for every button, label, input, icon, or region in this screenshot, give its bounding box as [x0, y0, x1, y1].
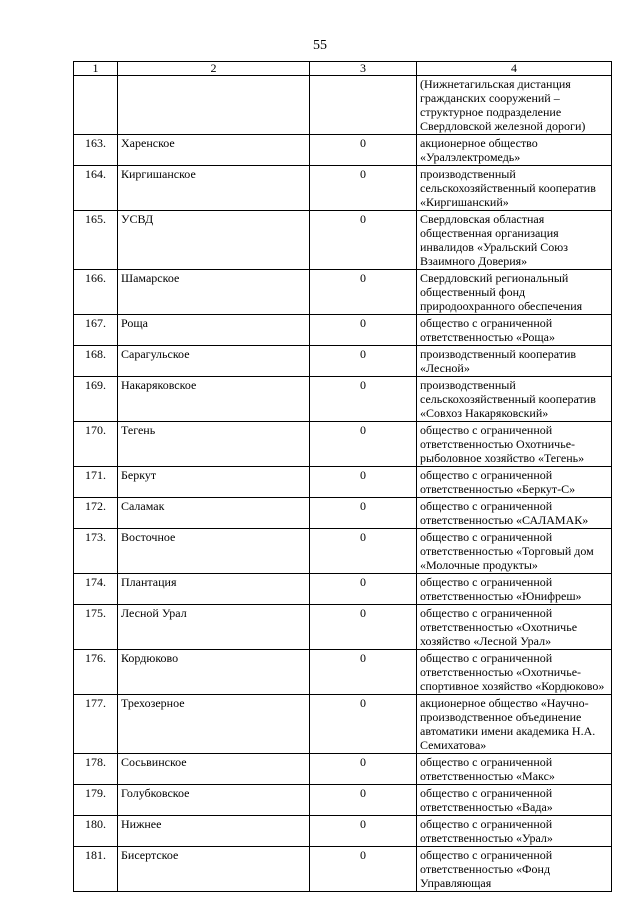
- value-cell: 0: [310, 816, 417, 847]
- value-cell: 0: [310, 422, 417, 467]
- table-row: [74, 695, 612, 754]
- row-number-cell: 172.: [74, 498, 118, 529]
- table-row: [74, 785, 612, 816]
- organization-cell: общество с ограниченной ответственностью «Торговый дом «Молочные продукты»: [417, 529, 612, 574]
- organization-cell: общество с ограниченной ответственностью Охотничье-рыболовное хозяйство «Тегень»: [417, 422, 612, 467]
- table-row: [74, 135, 612, 166]
- row-number-cell: 178.: [74, 754, 118, 785]
- value-cell: 0: [310, 529, 417, 574]
- row-number-cell: 163.: [74, 135, 118, 166]
- value-cell: 0: [310, 377, 417, 422]
- organization-cell: производственный сельскохозяйственный кооператив «Киргишанский»: [417, 166, 612, 211]
- row-number-cell: 174.: [74, 574, 118, 605]
- organization-cell: общество с ограниченной ответственностью «Роща»: [417, 315, 612, 346]
- organization-cell: общество с ограниченной ответственностью «Беркут-С»: [417, 467, 612, 498]
- value-cell: 0: [310, 315, 417, 346]
- table-row: [74, 315, 612, 346]
- hunting-ground-name-cell: УСВД: [118, 211, 310, 270]
- table-row: [74, 529, 612, 574]
- value-cell: 0: [310, 467, 417, 498]
- value-cell: 0: [310, 166, 417, 211]
- row-number-cell: 171.: [74, 467, 118, 498]
- hunting-ground-name-cell: Киргишанское: [118, 166, 310, 211]
- row-number-cell: 179.: [74, 785, 118, 816]
- value-cell: 0: [310, 650, 417, 695]
- organization-cell: Свердловский региональный общественный фонд природоохранного обеспечения: [417, 270, 612, 315]
- hunting-ground-name-cell: Лесной Урал: [118, 605, 310, 650]
- hunting-ground-name-cell: Голубковское: [118, 785, 310, 816]
- value-cell: 0: [310, 135, 417, 166]
- value-cell: 0: [310, 574, 417, 605]
- value-cell: 0: [310, 847, 417, 892]
- hunting-ground-name-cell: Тегень: [118, 422, 310, 467]
- row-number-cell: 177.: [74, 695, 118, 754]
- value-cell: 0: [310, 695, 417, 754]
- column-header-3: 3: [310, 62, 417, 76]
- hunting-ground-name-cell: [118, 76, 310, 135]
- hunting-ground-name-cell: Кордюково: [118, 650, 310, 695]
- organization-cell: общество с ограниченной ответственностью «Охотничье хозяйство «Лесной Урал»: [417, 605, 612, 650]
- hunting-ground-name-cell: Восточное: [118, 529, 310, 574]
- organization-cell: акционерное общество «Научно-производственное объединение автоматики имени академика Н.А. Семихатова»: [417, 695, 612, 754]
- row-number-cell: 165.: [74, 211, 118, 270]
- table-row: [74, 211, 612, 270]
- value-cell: 0: [310, 754, 417, 785]
- organization-cell: общество с ограниченной ответственностью «САЛАМАК»: [417, 498, 612, 529]
- hunting-ground-name-cell: Харенское: [118, 135, 310, 166]
- hunting-ground-name-cell: Шамарское: [118, 270, 310, 315]
- value-cell: 0: [310, 605, 417, 650]
- organization-cell: общество с ограниченной ответственностью «Фонд Управляющая: [417, 847, 612, 892]
- row-number-cell: 166.: [74, 270, 118, 315]
- hunting-ground-name-cell: Роща: [118, 315, 310, 346]
- organization-cell: производственный сельскохозяйственный кооператив «Совхоз Накаряковский»: [417, 377, 612, 422]
- table-row: [74, 166, 612, 211]
- table-row: [74, 574, 612, 605]
- organization-cell: общество с ограниченной ответственностью «Охотничье-спортивное хозяйство «Кордюково»: [417, 650, 612, 695]
- organization-cell: акционерное общество «Уралэлектромедь»: [417, 135, 612, 166]
- row-number-cell: 164.: [74, 166, 118, 211]
- row-number-cell: [74, 76, 118, 135]
- table-row: [74, 754, 612, 785]
- hunting-ground-name-cell: Сосьвинское: [118, 754, 310, 785]
- value-cell: 0: [310, 498, 417, 529]
- value-cell: 0: [310, 346, 417, 377]
- hunting-ground-name-cell: Плантация: [118, 574, 310, 605]
- table-row: [74, 270, 612, 315]
- table-row: [74, 76, 612, 135]
- hunting-ground-name-cell: Нижнее: [118, 816, 310, 847]
- hunting-ground-name-cell: Беркут: [118, 467, 310, 498]
- hunting-ground-name-cell: Накаряковское: [118, 377, 310, 422]
- value-cell: [310, 76, 417, 135]
- table-row: [74, 467, 612, 498]
- row-number-cell: 173.: [74, 529, 118, 574]
- row-number-cell: 168.: [74, 346, 118, 377]
- column-header-2: 2: [118, 62, 310, 76]
- organization-cell: (Нижнетагильская дистанция гражданских сооружений – структурное подразделение Свердловской железной дороги): [417, 76, 612, 135]
- row-number-cell: 169.: [74, 377, 118, 422]
- organization-cell: общество с ограниченной ответственностью «Вада»: [417, 785, 612, 816]
- table-row: [74, 847, 612, 892]
- row-number-cell: 175.: [74, 605, 118, 650]
- hunting-ground-name-cell: Трехозерное: [118, 695, 310, 754]
- organization-cell: общество с ограниченной ответственностью «Урал»: [417, 816, 612, 847]
- hunting-ground-name-cell: Бисертское: [118, 847, 310, 892]
- table-row: [74, 346, 612, 377]
- table-row: [74, 816, 612, 847]
- table-row: [74, 422, 612, 467]
- organization-cell: общество с ограниченной ответственностью «Макс»: [417, 754, 612, 785]
- hunting-ground-name-cell: Сарагульское: [118, 346, 310, 377]
- page-number: 55: [313, 38, 327, 53]
- row-number-cell: 170.: [74, 422, 118, 467]
- table-body: [74, 76, 612, 892]
- table-row: [74, 605, 612, 650]
- table-header-row: [74, 62, 612, 76]
- column-header-4: 4: [417, 62, 612, 76]
- registry-table: [73, 61, 612, 892]
- organization-cell: общество с ограниченной ответственностью «Юнифреш»: [417, 574, 612, 605]
- table-row: [74, 498, 612, 529]
- value-cell: 0: [310, 270, 417, 315]
- value-cell: 0: [310, 785, 417, 816]
- column-header-1: 1: [74, 62, 118, 76]
- row-number-cell: 176.: [74, 650, 118, 695]
- organization-cell: Свердловская областная общественная организация инвалидов «Уральский Союз Взаимного Доверия»: [417, 211, 612, 270]
- organization-cell: производственный кооператив «Лесной»: [417, 346, 612, 377]
- row-number-cell: 181.: [74, 847, 118, 892]
- value-cell: 0: [310, 211, 417, 270]
- table-row: [74, 377, 612, 422]
- hunting-ground-name-cell: Саламак: [118, 498, 310, 529]
- table-row: [74, 650, 612, 695]
- row-number-cell: 167.: [74, 315, 118, 346]
- row-number-cell: 180.: [74, 816, 118, 847]
